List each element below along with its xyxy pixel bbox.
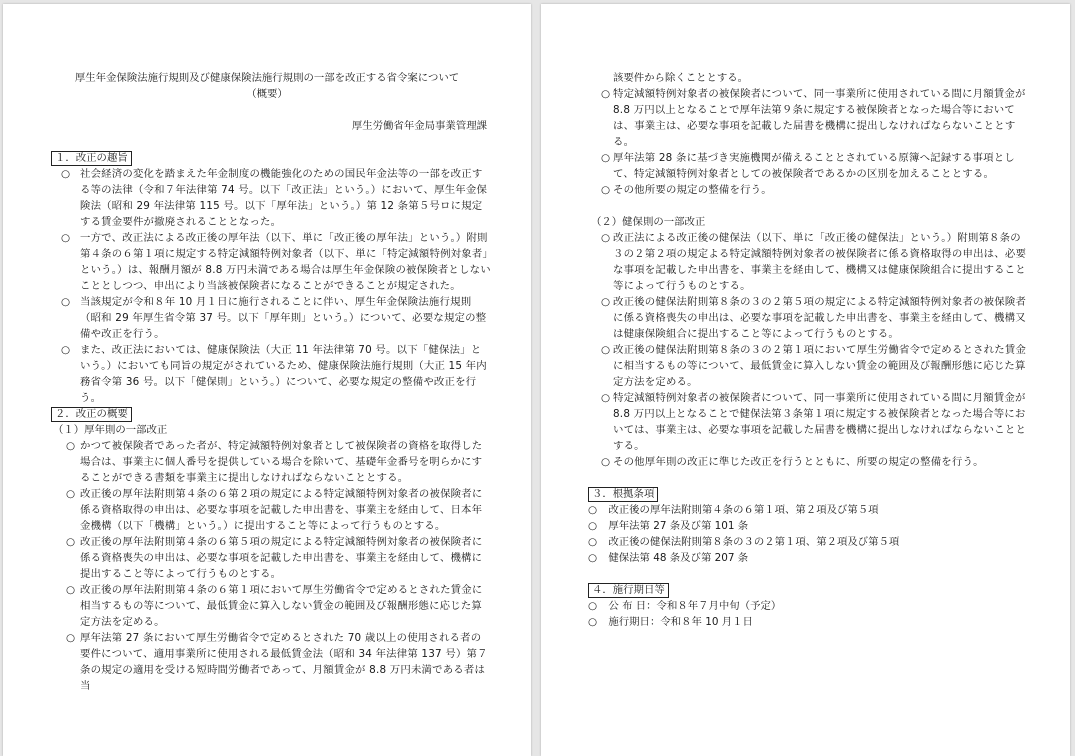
section-1-item: [61, 342, 491, 406]
bullet-circle-icon: ○: [601, 456, 611, 468]
bullet-circle-icon: ○: [588, 520, 598, 532]
bullet-circle-icon: ○: [61, 344, 71, 356]
section-2-item-text: 改正後の健保法附則第８条の３の２第５項の規定による特定減額特例対象者の被保険者に係る資格喪失の申出は、必要な事項を記載した申出書を、事業主を経由して、機構又は健康保険組合に提出すること等によって行うものとする。: [613, 296, 1027, 340]
section-4-item: [588, 598, 781, 614]
section-4-item-text: 公 布 日：令和８年７月中旬（予定）: [608, 600, 782, 612]
bullet-circle-icon: ○: [66, 440, 76, 452]
section-4-item: [588, 614, 753, 630]
section-3-item: [588, 502, 879, 518]
bullet-circle-icon: ○: [61, 296, 71, 308]
bullet-circle-icon: ○: [588, 504, 598, 516]
section-1-item-text: また、改正法においては、健康保険法（大正 11 年法律第 70 号。以下「健保法」という。）においても同旨の規定がされているため、健康保険法施行規則（大正 15 年内務省令第 36 号。以下「健保則」という。）について、必要な規定の整備や改正を行う。: [80, 344, 487, 404]
section-2-item: [66, 630, 490, 694]
section-3-heading-text: ３．根拠条項: [588, 487, 658, 502]
section-2-item-text: 改正後の健保法附則第８条の３の２第１項において厚生労働省令で定めるとされた賃金に相当するもの等について、最低賃金に算入しない賃金の範囲及び報酬形態に応じた算定方法を定める。: [613, 344, 1027, 388]
section-1-item-text: 一方で、改正法による改正後の厚年法（以下、単に「改正後の厚年法」という。）附則第４条の６第１項に規定する特定減額特例対象者（以下、単に「特定減額特例対象者」という。）は、報酬月額が 8.8 万円未満である場合は厚生年金保険の被保険者としないこととしつつ、申出により当該被保険者になることができることが規定された。: [80, 232, 491, 292]
section-1-item-text: 社会経済の変化を踏まえた年金制度の機能強化のための国民年金法等の一部を改正する等の法律（令和７年法律第 74 号。以下「改正法」という。）において、厚生年金保険法（昭和 29 年法律第 115 号。以下「厚年法」という。）第 12 条第５号ロに規定する賃金要件が撤廃されることとなった。: [80, 168, 488, 228]
section-2-item: [601, 230, 1029, 294]
continuation-text: 該要件から除くこととする。: [613, 72, 749, 84]
section-3-item-text: 改正後の厚年法附則第４条の６第１項、第２項及び第５項: [608, 504, 879, 516]
bullet-circle-icon: ○: [66, 632, 76, 644]
section-1-item-text: 当該規定が令和８年 10 月１日に施行されることに伴い、厚生年金保険法施行規則（昭和 29 年厚生省令第 37 号。以下「厚年則」という。）について、必要な規定の整備や改正を行う。: [80, 296, 487, 340]
section-2-item: [601, 390, 1029, 454]
bullet-circle-icon: ○: [601, 344, 611, 356]
section-1-heading: [51, 150, 132, 166]
bullet-circle-icon: ○: [66, 488, 76, 500]
section-1-item: [61, 294, 491, 342]
bullet-circle-icon: ○: [588, 616, 598, 628]
bullet-circle-icon: ○: [601, 392, 611, 404]
section-4-heading: [588, 582, 669, 598]
section-2-item: [601, 86, 1029, 150]
section-2-item-text: 特定減額特例対象者の被保険者について、同一事業所に使用されている間に月額賃金が 8.8 万円以上となることで厚年法第９条に規定する被保険者となった場合等においては、事業主は、必要な事項を記載した届書を機構に提出しなければならないこととする。: [613, 88, 1026, 148]
section-2-item-text: その他厚年則の改正に準じた改正を行うとともに、所要の規定の整備を行う。: [613, 456, 984, 468]
bullet-circle-icon: ○: [588, 536, 598, 548]
section-2-item-text: 改正法による改正後の健保法（以下、単に「改正後の健保法」という。）附則第８条の３の２第２項の規定よる特定減額特例対象者の被保険者に係る資格取得の申出は、必要な事項を記載した申出書を、事業主を経由して、機構又は健康保険組合に提出すること等によって行うものとする。: [613, 232, 1027, 292]
section-2-item: [66, 534, 490, 582]
section-1-item: [61, 166, 491, 230]
section-2-item: [66, 486, 490, 534]
section-3-item: [588, 534, 899, 550]
bullet-circle-icon: ○: [601, 88, 611, 100]
section-3-item: [588, 550, 748, 566]
section-1-item: [61, 230, 491, 294]
section-2-item-text: 改正後の厚年法附則第４条の６第１項において厚生労働省令で定めるとされた賃金に相当するもの等について、最低賃金に算入しない賃金の範囲及び報酬形態に応じた算定方法を定める。: [80, 584, 483, 628]
section-2-item-text: 特定減額特例対象者の被保険者について、同一事業所に使用されている間に月額賃金が 8.8 万円以上となることで健保法第３条第１項に規定する被保険者となった場合等においては、事業主は、必要な事項を記載した届書を機構に提出しなければならないこととする。: [613, 392, 1027, 452]
bullet-circle-icon: ○: [601, 184, 611, 196]
subsection-1-heading: （１）厚年則の一部改正: [53, 424, 168, 436]
document-author: 厚生労働省年金局事業管理課: [351, 120, 487, 132]
section-3-item-text: 健保法第 48 条及び第 207 条: [608, 552, 749, 564]
section-2-item: [66, 582, 490, 630]
bullet-circle-icon: ○: [588, 600, 598, 612]
section-4-item-text: 施行期日：令和８年 10 月１日: [608, 616, 753, 628]
section-2-item: [601, 182, 1029, 198]
section-2-item-text: 厚年法第 28 条に基づき実施機関が備えることとされている原簿へ記録する事項として、特定減額特例対象者としての被保険者であるかの区別を加えることとする。: [613, 152, 1015, 180]
section-1-heading-text: １．改正の趣旨: [51, 151, 132, 166]
section-2-item: [601, 454, 1029, 470]
section-2-item-text: かつて被保険者であった者が、特定減額特例対象者として被保険者の資格を取得した場合は、事業主に個人番号を提供している場合を除いて、基礎年金番号を明らかにすることができる書類を事業主に提出しなければならないこととする。: [80, 440, 483, 484]
document-subtitle: （概要）: [246, 88, 288, 100]
bullet-circle-icon: ○: [588, 552, 598, 564]
subsection-2-heading: （２）健保則の一部改正: [591, 216, 706, 228]
section-2-heading: [51, 406, 132, 422]
bullet-circle-icon: ○: [601, 152, 611, 164]
bullet-circle-icon: ○: [66, 584, 76, 596]
section-2-item-text: その他所要の規定の整備を行う。: [613, 184, 772, 196]
section-2-item: [601, 342, 1029, 390]
document-title: 厚生年金保険法施行規則及び健康保険法施行規則の一部を改正する省令案について: [74, 72, 460, 84]
section-3-item-text: 厚年法第 27 条及び第 101 条: [608, 520, 749, 532]
section-3-item: [588, 518, 748, 534]
section-3-item-text: 改正後の健保法附則第８条の３の２第１項、第２項及び第５項: [608, 536, 900, 548]
section-2-item-text: 厚年法第 27 条において厚生労働省令で定めるとされた 70 歳以上の使用される者の要件について、適用事業所に使用される最低賃金法（昭和 34 年法律第 137 号）第７条の規定の適用を受ける短時間労働者であって、月額賃金が 8.8 万円未満である者は当: [80, 632, 488, 692]
bullet-circle-icon: ○: [601, 232, 611, 244]
section-2-heading-text: ２．改正の概要: [51, 407, 132, 422]
section-2-item: [66, 438, 490, 486]
bullet-circle-icon: ○: [66, 536, 76, 548]
bullet-circle-icon: ○: [601, 296, 611, 308]
section-3-heading: [588, 486, 658, 502]
section-2-item-text: 改正後の厚年法附則第４条の６第２項の規定による特定減額特例対象者の被保険者に係る資格取得の申出は、必要な事項を記載した申出書を、事業主を経由して、日本年金機構（以下「機構」という。）に提出すること等によって行うものとする。: [80, 488, 483, 532]
bullet-circle-icon: ○: [61, 232, 71, 244]
section-2-item: [601, 150, 1029, 182]
section-2-item: [601, 294, 1029, 342]
section-2-item-text: 改正後の厚年法附則第４条の６第５項の規定による特定減額特例対象者の被保険者に係る資格喪失の申出は、必要な事項を記載した申出書を、事業主を経由して、機構に提出すること等によって行うものとする。: [80, 536, 483, 580]
document-page-2: [541, 4, 1070, 756]
document-page-1: [3, 4, 531, 756]
section-4-heading-text: ４．施行期日等: [588, 583, 669, 598]
bullet-circle-icon: ○: [61, 168, 71, 180]
